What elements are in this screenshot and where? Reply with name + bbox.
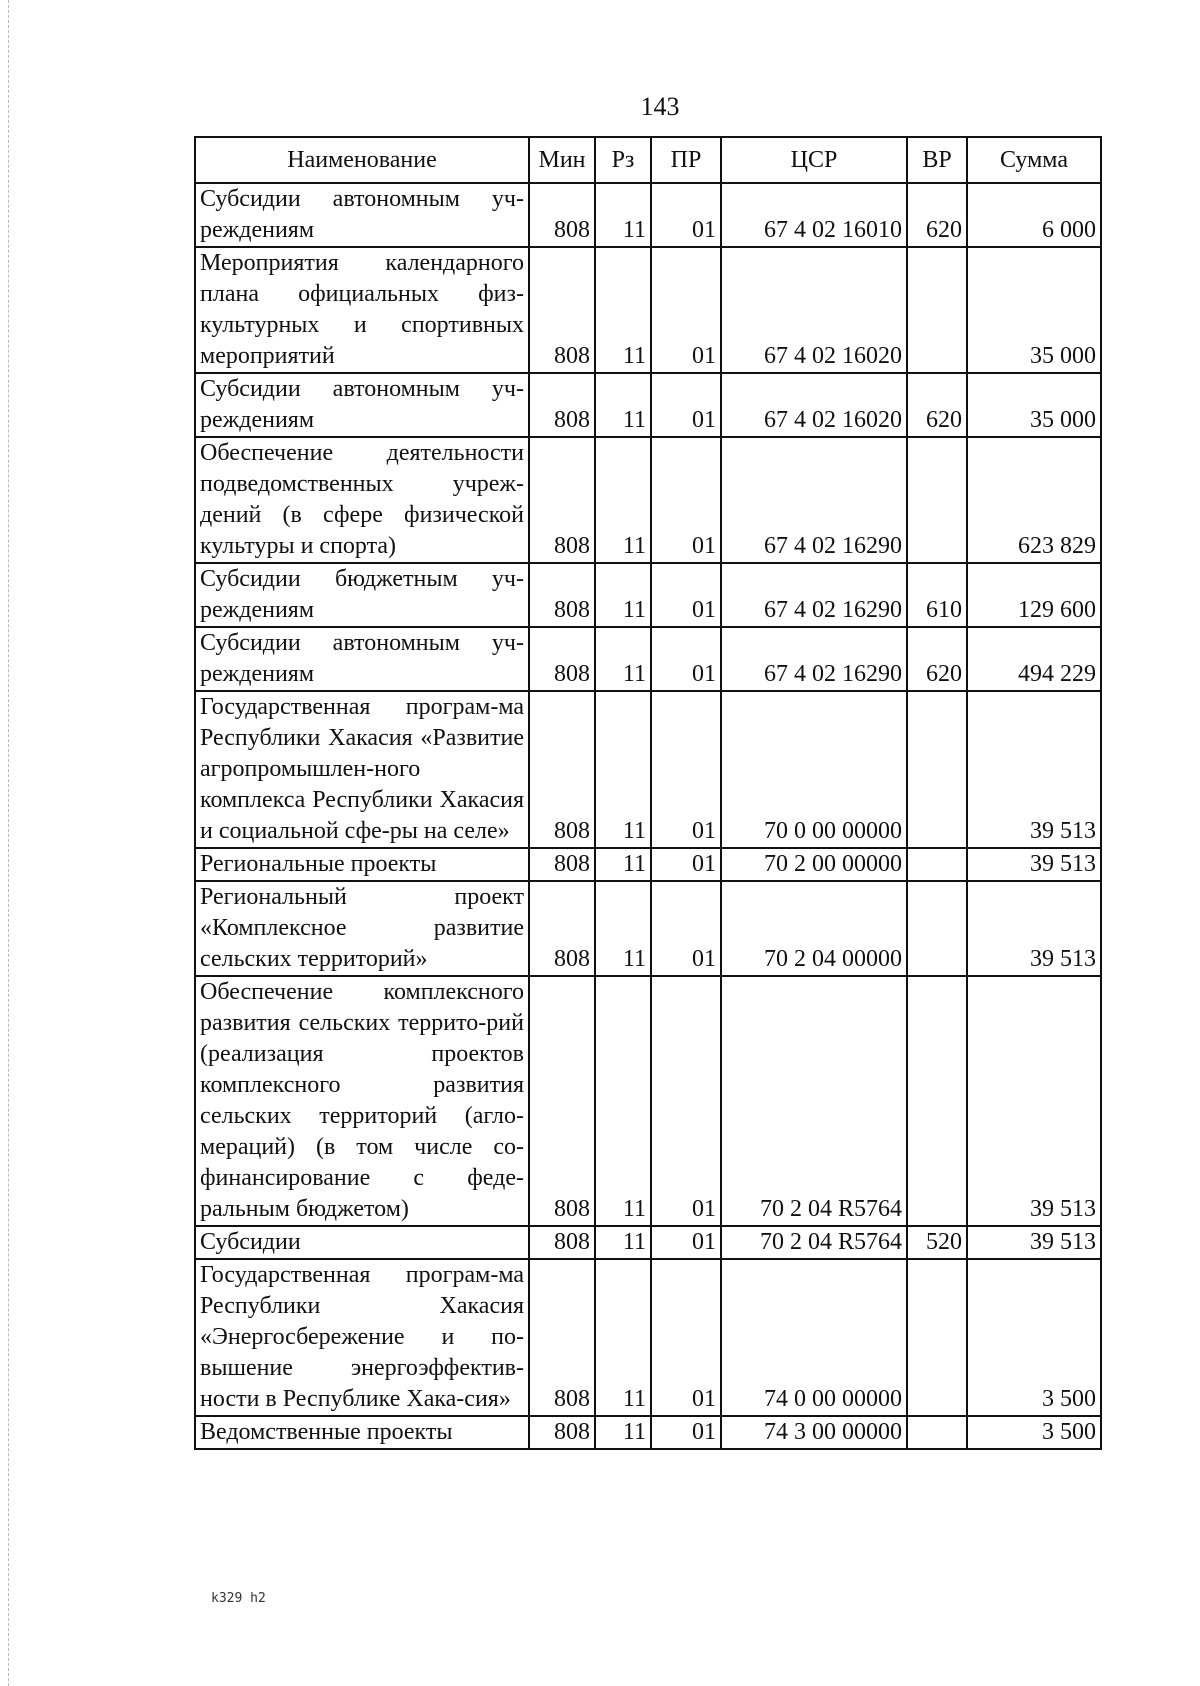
cell-vr [907,881,967,976]
cell-name: Обеспечение комплексного развития сельских террито-рий (реализация проектов комплексного развития сельских территорий (агло-мераций) (в том числе со-финансирование с феде-ральным бюджетом) [195,976,529,1226]
cell-pr: 01 [651,437,721,563]
cell-csr: 74 3 00 00000 [721,1416,907,1449]
cell-csr: 67 4 02 16020 [721,247,907,373]
cell-pr: 01 [651,1259,721,1416]
cell-min: 808 [529,848,595,881]
header-sum: Сумма [967,137,1101,183]
cell-vr: 620 [907,373,967,437]
cell-min: 808 [529,1259,595,1416]
header-name: Наименование [195,137,529,183]
cell-pr: 01 [651,881,721,976]
cell-name: Государственная програм-ма Республики Хакасия «Развитие агропромышлен-ного комплекса Республики Хакасия и социальной сфе-ры на селе» [195,691,529,848]
table-header-row [195,137,1101,183]
cell-rz: 11 [595,1416,651,1449]
cell-csr: 70 2 00 00000 [721,848,907,881]
cell-vr: 620 [907,627,967,691]
cell-rz: 11 [595,437,651,563]
table-row [195,1259,1101,1416]
cell-csr: 67 4 02 16010 [721,183,907,247]
table-row [195,1416,1101,1449]
footer-code: k329 h2 [211,1591,266,1606]
cell-name: Субсидии автономным уч-реждениям [195,627,529,691]
cell-pr: 01 [651,976,721,1226]
cell-min: 808 [529,627,595,691]
cell-rz: 11 [595,848,651,881]
header-csr: ЦСР [721,137,907,183]
table-row [195,691,1101,848]
table-row [195,1226,1101,1259]
cell-pr: 01 [651,691,721,848]
table-row [195,437,1101,563]
cell-sum: 623 829 [967,437,1101,563]
cell-vr [907,691,967,848]
cell-rz: 11 [595,1226,651,1259]
cell-sum: 129 600 [967,563,1101,627]
cell-pr: 01 [651,563,721,627]
table-row [195,848,1101,881]
cell-sum: 39 513 [967,848,1101,881]
cell-vr [907,848,967,881]
cell-name: Субсидии автономным уч-реждениям [195,373,529,437]
cell-csr: 70 2 04 R5764 [721,976,907,1226]
cell-rz: 11 [595,247,651,373]
cell-name: Государственная програм-ма Республики Хакасия «Энергосбережение и по-вышение энергоэффектив-ности в Республике Хака-сия» [195,1259,529,1416]
cell-name: Региональные проекты [195,848,529,881]
cell-sum: 39 513 [967,881,1101,976]
cell-min: 808 [529,373,595,437]
cell-vr [907,1259,967,1416]
cell-csr: 67 4 02 16020 [721,373,907,437]
cell-name: Субсидии [195,1226,529,1259]
cell-min: 808 [529,691,595,848]
cell-vr [907,1416,967,1449]
cell-name: Субсидии автономным уч-реждениям [195,183,529,247]
cell-rz: 11 [595,183,651,247]
cell-rz: 11 [595,1259,651,1416]
cell-rz: 11 [595,976,651,1226]
cell-rz: 11 [595,881,651,976]
table-row [195,627,1101,691]
budget-table [194,136,1102,1450]
cell-pr: 01 [651,1226,721,1259]
header-rz: Рз [595,137,651,183]
cell-sum: 494 229 [967,627,1101,691]
cell-pr: 01 [651,373,721,437]
cell-rz: 11 [595,373,651,437]
scan-margin-line [8,0,10,1686]
cell-pr: 01 [651,183,721,247]
cell-csr: 67 4 02 16290 [721,563,907,627]
table-row [195,563,1101,627]
cell-pr: 01 [651,627,721,691]
cell-vr [907,976,967,1226]
cell-min: 808 [529,881,595,976]
cell-sum: 35 000 [967,373,1101,437]
cell-min: 808 [529,563,595,627]
table-row [195,976,1101,1226]
header-pr: ПР [651,137,721,183]
cell-min: 808 [529,437,595,563]
cell-sum: 39 513 [967,691,1101,848]
header-vr: ВР [907,137,967,183]
table-row [195,881,1101,976]
cell-rz: 11 [595,627,651,691]
table-row [195,183,1101,247]
cell-sum: 39 513 [967,1226,1101,1259]
cell-name: Ведомственные проекты [195,1416,529,1449]
cell-min: 808 [529,1416,595,1449]
cell-vr: 520 [907,1226,967,1259]
cell-name: Мероприятия календарного плана официальных физ-культурных и спортивных мероприятий [195,247,529,373]
cell-csr: 70 2 04 00000 [721,881,907,976]
cell-vr [907,247,967,373]
cell-min: 808 [529,976,595,1226]
cell-sum: 3 500 [967,1259,1101,1416]
table-row [195,373,1101,437]
cell-sum: 39 513 [967,976,1101,1226]
table-row [195,247,1101,373]
cell-pr: 01 [651,1416,721,1449]
cell-min: 808 [529,183,595,247]
cell-sum: 3 500 [967,1416,1101,1449]
cell-name: Субсидии бюджетным уч-реждениям [195,563,529,627]
cell-csr: 70 2 04 R5764 [721,1226,907,1259]
cell-csr: 70 0 00 00000 [721,691,907,848]
cell-name: Региональный проект «Комплексное развитие сельских территорий» [195,881,529,976]
cell-vr: 610 [907,563,967,627]
cell-sum: 6 000 [967,183,1101,247]
cell-vr [907,437,967,563]
cell-csr: 67 4 02 16290 [721,627,907,691]
cell-min: 808 [529,1226,595,1259]
header-min: Мин [529,137,595,183]
cell-rz: 11 [595,691,651,848]
cell-rz: 11 [595,563,651,627]
cell-pr: 01 [651,848,721,881]
cell-min: 808 [529,247,595,373]
cell-csr: 67 4 02 16290 [721,437,907,563]
cell-name: Обеспечение деятельности подведомственных учреж-дений (в сфере физической культуры и спорта) [195,437,529,563]
cell-pr: 01 [651,247,721,373]
page-number: 143 [640,92,680,121]
cell-csr: 74 0 00 00000 [721,1259,907,1416]
cell-sum: 35 000 [967,247,1101,373]
cell-vr: 620 [907,183,967,247]
